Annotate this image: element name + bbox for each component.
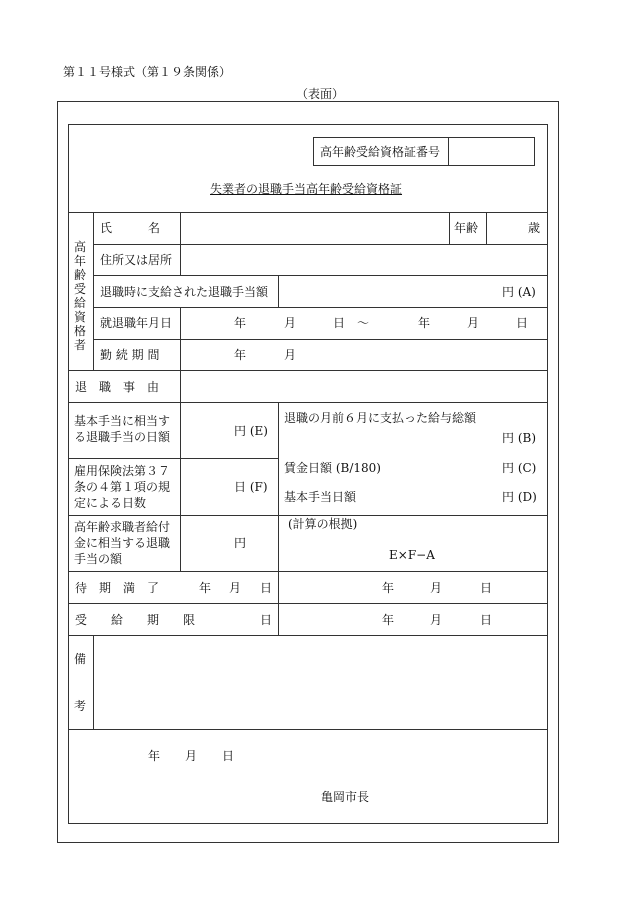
basic-daily-unit: 円 (E) [234, 424, 268, 438]
waiting-date-year: 年 [382, 581, 395, 595]
issue-year: 年 [148, 749, 161, 763]
age-unit: 歳 [528, 221, 541, 235]
name-label: 氏 名 [100, 221, 161, 235]
waiting-ymd-day: 日 [260, 581, 273, 595]
service-period-label: 勤 続 期 間 [100, 348, 160, 362]
deadline-date-day: 日 [480, 613, 493, 627]
calc-formula: E×F−A [389, 548, 435, 562]
waiting-label: 待 期 満 了 [75, 581, 160, 595]
remarks-label-2: 考 [74, 699, 87, 713]
wage-total-unit: 円 (B) [502, 431, 536, 445]
wage-total-label: 退職の月前６月に支払った給与総額 [284, 411, 477, 425]
elderly-benefit-label-3: 手当の額 [74, 552, 123, 566]
date-start-day: 日 [333, 316, 346, 330]
date-start-month: 月 [284, 316, 297, 330]
basic-daily-label-1: 基本手当に相当す [74, 414, 171, 428]
elderly-benefit-label-1: 高年齢求職者給付 [74, 520, 171, 534]
wage-daily-unit: 円 (C) [502, 461, 537, 475]
waiting-ymd-month: 月 [229, 581, 242, 595]
issue-month: 月 [185, 749, 198, 763]
basic-allowance-daily-unit: 円 (D) [502, 490, 537, 504]
wage-daily-label: 賃金日額 (B/180) [284, 461, 381, 475]
side-label: （表面） [296, 87, 345, 101]
waiting-date-day: 日 [480, 581, 493, 595]
insurance-days-label-2: 条の４第１項の規 [74, 480, 171, 494]
age-label: 年齢 [454, 221, 479, 235]
insurance-days-unit: 日 (F) [234, 480, 268, 494]
elderly-benefit-unit: 円 [234, 536, 247, 550]
reason-label: 退 職 事 由 [75, 380, 160, 394]
deadline-date-year: 年 [382, 613, 395, 627]
cert-number-label: 高年齢受給資格証番号 [320, 145, 441, 159]
issue-day: 日 [222, 749, 235, 763]
calc-basis-label: (計算の根拠) [288, 517, 358, 531]
date-end-year: 年 [418, 316, 431, 330]
date-end-month: 月 [467, 316, 480, 330]
employment-dates-label: 就退職年月日 [100, 316, 173, 330]
remarks-label-1: 備 [74, 652, 87, 666]
date-start-year: 年 [234, 316, 247, 330]
insurance-days-label-1: 雇用保険法第３７ [74, 464, 171, 478]
basic-daily-label-2: る退職手当の日額 [74, 430, 171, 444]
insurance-days-label-3: 定による日数 [74, 496, 147, 510]
section-vertical-label: 高年齢受給資格者 [74, 240, 87, 352]
form-title: 失業者の退職手当高年齢受給資格証 [210, 182, 403, 196]
service-period-year: 年 [234, 348, 247, 362]
range-separator: ～ [357, 316, 370, 330]
waiting-date-month: 月 [430, 581, 443, 595]
waiting-ymd-year: 年 [199, 581, 212, 595]
basic-allowance-daily-label: 基本手当日額 [284, 490, 357, 504]
service-period-month: 月 [284, 348, 297, 362]
retirement-allowance-label: 退職時に支給された退職手当額 [100, 285, 269, 299]
form-number: 第１１号様式（第１９条関係） [63, 65, 232, 79]
deadline-label: 受 給 期 限 [75, 613, 196, 627]
deadline-date-month: 月 [430, 613, 443, 627]
deadline-day: 日 [260, 613, 273, 627]
issuer: 亀岡市長 [321, 790, 370, 804]
elderly-benefit-label-2: 金に相当する退職 [74, 536, 171, 550]
address-label: 住所又は居所 [100, 253, 173, 267]
retirement-allowance-unit: 円 (A) [502, 285, 536, 299]
date-end-day: 日 [516, 316, 529, 330]
